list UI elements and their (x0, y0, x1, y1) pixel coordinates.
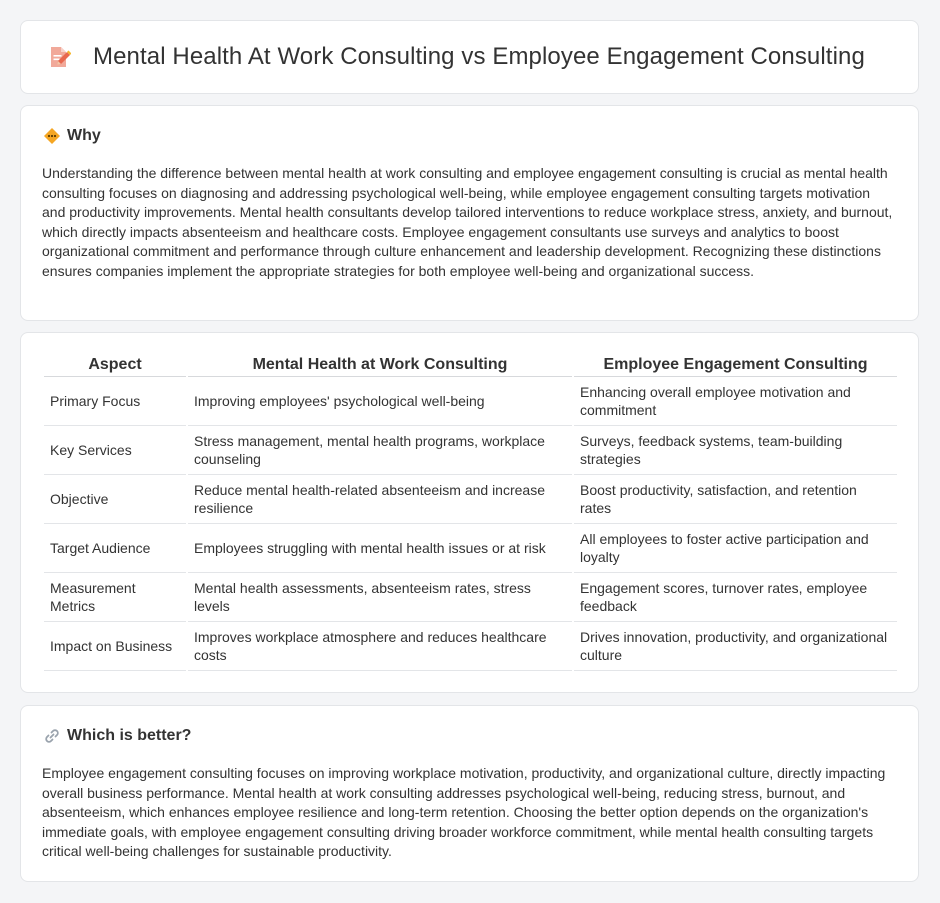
which-title: Which is better? (67, 727, 192, 744)
why-section (20, 105, 919, 321)
mental-health-cell: Improving employees' psychological well-being (188, 377, 572, 426)
mental-health-cell: Reduce mental health-related absenteeism and increase resilience (188, 475, 572, 524)
mental-health-cell: Stress management, mental health programs, workplace counseling (188, 426, 572, 475)
aspect-cell: Measurement Metrics (44, 573, 186, 622)
table-header-row (44, 356, 897, 377)
column-header-mental-health: Mental Health at Work Consulting (188, 356, 572, 377)
engagement-cell: All employees to foster active participation and loyalty (574, 524, 897, 573)
page-title: Mental Health At Work Consulting vs Employee Engagement Consulting (93, 43, 865, 70)
mental-health-cell: Employees struggling with mental health issues or at risk (188, 524, 572, 573)
why-body: Understanding the difference between mental health at work consulting and employee engagement consulting is crucial as mental health consulting focuses on diagnosing and addressing psychological well-being, while employee engagement consulting targets motivation and productivity improvements. Mental health consultants develop tailored interventions to reduce workplace stress, anxiety, and burnout, which directly impacts absenteeism and healthcare costs. Employee engagement consultants use surveys and analytics to boost organizational commitment and performance through culture enhancement and leadership development. Recognizing these distinctions ensures companies implement the appropriate strategies for both employee well-being and organizational success. (42, 165, 893, 279)
diamond-ellipsis-icon (43, 127, 61, 145)
which-header (43, 727, 191, 745)
column-header-engagement: Employee Engagement Consulting (574, 356, 897, 377)
engagement-cell: Enhancing overall employee motivation and commitment (574, 377, 897, 426)
table-row (44, 524, 897, 573)
header-card (20, 20, 919, 94)
table-row (44, 622, 897, 671)
aspect-cell: Target Audience (44, 524, 186, 573)
page-header (47, 43, 865, 71)
comparison-table (42, 356, 899, 671)
why-header (43, 127, 101, 145)
comparison-section (20, 332, 919, 693)
engagement-cell: Surveys, feedback systems, team-building strategies (574, 426, 897, 475)
table-row (44, 475, 897, 524)
table-row (44, 573, 897, 622)
table-row (44, 377, 897, 426)
link-icon (43, 727, 61, 745)
engagement-cell: Drives innovation, productivity, and organizational culture (574, 622, 897, 671)
engagement-cell: Engagement scores, turnover rates, employee feedback (574, 573, 897, 622)
column-header-aspect: Aspect (44, 356, 186, 377)
which-body: Employee engagement consulting focuses on improving workplace motivation, productivity, and organizational culture, directly impacting overall business performance. Mental health at work consulting addresses psychological well-being, reducing stress, burnout, and absenteeism, which enhances employee resilience and long-term retention. Choosing the better option depends on the organization's immediate goals, with employee engagement consulting driving broader workforce commitment, while mental health consulting targets critical well-being challenges for sustainable productivity. (42, 765, 886, 859)
aspect-cell: Objective (44, 475, 186, 524)
mental-health-cell: Mental health assessments, absenteeism rates, stress levels (188, 573, 572, 622)
why-title: Why (67, 127, 101, 144)
aspect-cell: Primary Focus (44, 377, 186, 426)
table-row (44, 426, 897, 475)
document-edit-icon (47, 45, 71, 69)
which-section (20, 705, 919, 882)
engagement-cell: Boost productivity, satisfaction, and retention rates (574, 475, 897, 524)
aspect-cell: Impact on Business (44, 622, 186, 671)
mental-health-cell: Improves workplace atmosphere and reduces healthcare costs (188, 622, 572, 671)
aspect-cell: Key Services (44, 426, 186, 475)
